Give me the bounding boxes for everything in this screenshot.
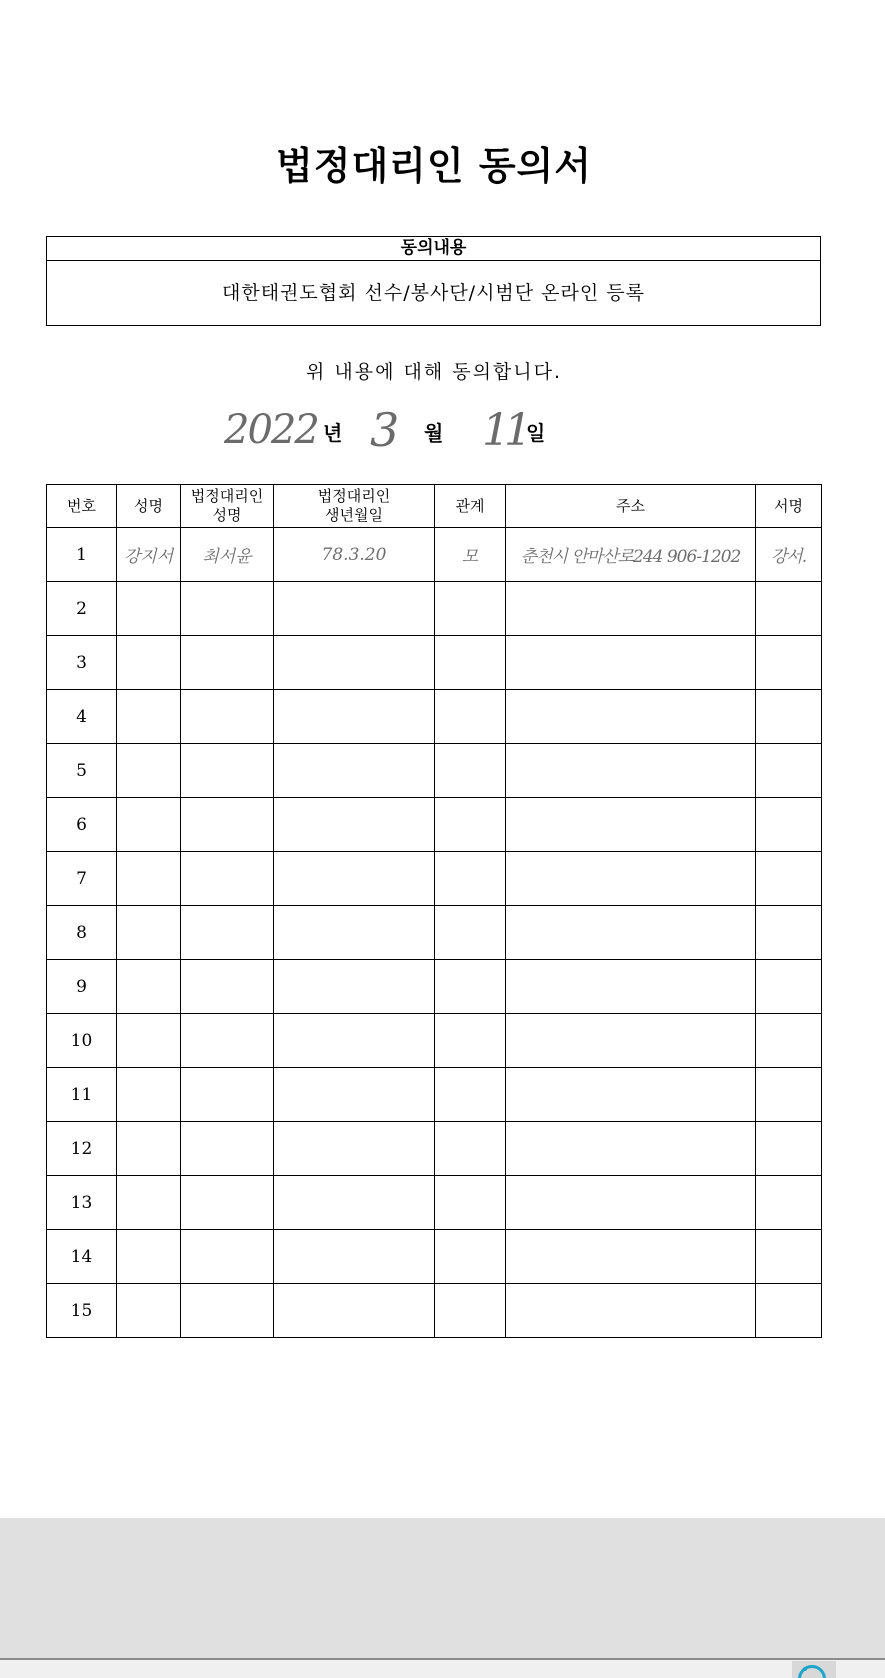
table-row bbox=[47, 636, 822, 690]
cell-signature bbox=[756, 906, 822, 960]
cell-guardian-birth bbox=[274, 852, 435, 906]
cell-no: 3 bbox=[47, 636, 117, 690]
cell-relation bbox=[435, 582, 506, 636]
header-name: 성명 bbox=[117, 485, 181, 528]
cell-relation bbox=[435, 1122, 506, 1176]
cell-no: 1 bbox=[47, 528, 117, 582]
cell-address bbox=[506, 852, 756, 906]
table-row bbox=[47, 744, 822, 798]
cell-guardian-name bbox=[181, 1068, 274, 1122]
cell-name bbox=[117, 582, 181, 636]
cell-guardian-birth bbox=[274, 798, 435, 852]
cell-relation bbox=[435, 744, 506, 798]
table-row bbox=[47, 582, 822, 636]
cell-signature: 강서. bbox=[756, 528, 822, 582]
cell-guardian-name bbox=[181, 960, 274, 1014]
cell-no: 4 bbox=[47, 690, 117, 744]
cell-signature bbox=[756, 1122, 822, 1176]
cell-guardian-birth bbox=[274, 1176, 435, 1230]
info-icon bbox=[798, 1665, 826, 1678]
cell-relation bbox=[435, 636, 506, 690]
cell-address bbox=[506, 744, 756, 798]
cell-address bbox=[506, 1284, 756, 1338]
info-icon-dot bbox=[803, 1667, 807, 1671]
cell-signature bbox=[756, 690, 822, 744]
cell-address bbox=[506, 582, 756, 636]
cell-signature bbox=[756, 798, 822, 852]
cell-signature bbox=[756, 582, 822, 636]
cell-guardian-name bbox=[181, 1176, 274, 1230]
cell-no: 14 bbox=[47, 1230, 117, 1284]
cell-guardian-name bbox=[181, 744, 274, 798]
info-button[interactable] bbox=[792, 1661, 836, 1678]
cell-guardian-birth bbox=[274, 1122, 435, 1176]
registration-table bbox=[46, 484, 822, 1338]
cell-name bbox=[117, 690, 181, 744]
cell-guardian-birth bbox=[274, 636, 435, 690]
cell-name bbox=[117, 1230, 181, 1284]
cell-no: 8 bbox=[47, 906, 117, 960]
header-guardian-name: 법정대리인 성명 bbox=[181, 485, 274, 528]
date-line bbox=[0, 405, 868, 465]
cell-name bbox=[117, 906, 181, 960]
cell-guardian-birth: 78.3.20 bbox=[274, 528, 435, 582]
cell-guardian-name bbox=[181, 636, 274, 690]
table-row bbox=[47, 1068, 822, 1122]
date-day-label: 일 bbox=[526, 421, 546, 445]
cell-relation bbox=[435, 1230, 506, 1284]
table-row bbox=[47, 1122, 822, 1176]
cell-guardian-name bbox=[181, 906, 274, 960]
cell-no: 11 bbox=[47, 1068, 117, 1122]
table-row bbox=[47, 852, 822, 906]
cell-address bbox=[506, 1122, 756, 1176]
cell-signature bbox=[756, 1176, 822, 1230]
cell-relation bbox=[435, 960, 506, 1014]
cell-no: 5 bbox=[47, 744, 117, 798]
table-row bbox=[47, 906, 822, 960]
cell-signature bbox=[756, 1230, 822, 1284]
header-guardian-birth: 법정대리인 생년월일 bbox=[274, 485, 435, 528]
cell-guardian-name bbox=[181, 1122, 274, 1176]
table-row bbox=[47, 960, 822, 1014]
cell-relation: 모 bbox=[435, 528, 506, 582]
date-year-label: 년 bbox=[323, 421, 343, 445]
table-header-row bbox=[47, 485, 822, 528]
cell-name bbox=[117, 852, 181, 906]
consent-box bbox=[46, 236, 821, 326]
cell-no: 13 bbox=[47, 1176, 117, 1230]
cell-name bbox=[117, 1014, 181, 1068]
cell-guardian-name bbox=[181, 1230, 274, 1284]
cell-name bbox=[117, 1122, 181, 1176]
cell-signature bbox=[756, 1284, 822, 1338]
viewer-footer bbox=[0, 1518, 885, 1658]
cell-signature bbox=[756, 852, 822, 906]
cell-signature bbox=[756, 1068, 822, 1122]
viewer-bottom-bar bbox=[0, 1660, 885, 1678]
date-month-handwritten: 3 bbox=[370, 403, 400, 457]
cell-relation bbox=[435, 852, 506, 906]
cell-guardian-name: 최서윤 bbox=[181, 528, 274, 582]
cell-address bbox=[506, 798, 756, 852]
cell-no: 9 bbox=[47, 960, 117, 1014]
table-row bbox=[47, 1176, 822, 1230]
cell-no: 6 bbox=[47, 798, 117, 852]
cell-signature bbox=[756, 744, 822, 798]
header-address: 주소 bbox=[506, 485, 756, 528]
cell-relation bbox=[435, 906, 506, 960]
cell-no: 2 bbox=[47, 582, 117, 636]
cell-address bbox=[506, 1068, 756, 1122]
cell-address: 춘천시 안마산로244 906-1202 bbox=[506, 528, 756, 582]
cell-signature bbox=[756, 960, 822, 1014]
agree-statement: 위 내용에 대해 동의합니다. bbox=[305, 361, 563, 383]
table-row bbox=[47, 528, 822, 582]
cell-guardian-birth bbox=[274, 1014, 435, 1068]
consent-header: 동의내용 bbox=[47, 237, 820, 261]
header-signature: 서명 bbox=[756, 485, 822, 528]
cell-address bbox=[506, 960, 756, 1014]
cell-relation bbox=[435, 1068, 506, 1122]
cell-name bbox=[117, 744, 181, 798]
cell-guardian-birth bbox=[274, 906, 435, 960]
cell-guardian-name bbox=[181, 1284, 274, 1338]
cell-guardian-name bbox=[181, 582, 274, 636]
cell-guardian-birth bbox=[274, 1230, 435, 1284]
header-relation: 관계 bbox=[435, 485, 506, 528]
cell-guardian-name bbox=[181, 852, 274, 906]
document-title: 법정대리인 동의서 bbox=[276, 143, 592, 188]
cell-guardian-birth bbox=[274, 690, 435, 744]
cell-relation bbox=[435, 690, 506, 744]
cell-guardian-name bbox=[181, 798, 274, 852]
cell-guardian-name bbox=[181, 1014, 274, 1068]
cell-name: 강지서 bbox=[117, 528, 181, 582]
cell-address bbox=[506, 690, 756, 744]
table-row bbox=[47, 798, 822, 852]
cell-guardian-birth bbox=[274, 960, 435, 1014]
cell-name bbox=[117, 1068, 181, 1122]
cell-relation bbox=[435, 1014, 506, 1068]
cell-name bbox=[117, 636, 181, 690]
cell-signature bbox=[756, 1014, 822, 1068]
cell-guardian-birth bbox=[274, 744, 435, 798]
table-row bbox=[47, 1230, 822, 1284]
cell-relation bbox=[435, 798, 506, 852]
cell-no: 10 bbox=[47, 1014, 117, 1068]
date-month-label: 월 bbox=[424, 421, 444, 445]
cell-address bbox=[506, 1230, 756, 1284]
cell-name bbox=[117, 1176, 181, 1230]
cell-address bbox=[506, 636, 756, 690]
cell-guardian-birth bbox=[274, 1284, 435, 1338]
cell-no: 15 bbox=[47, 1284, 117, 1338]
table-body bbox=[47, 528, 822, 1338]
cell-name bbox=[117, 798, 181, 852]
cell-address bbox=[506, 1176, 756, 1230]
cell-no: 12 bbox=[47, 1122, 117, 1176]
cell-name bbox=[117, 1284, 181, 1338]
cell-guardian-birth bbox=[274, 582, 435, 636]
cell-relation bbox=[435, 1176, 506, 1230]
cell-relation bbox=[435, 1284, 506, 1338]
header-no: 번호 bbox=[47, 485, 117, 528]
consent-body: 대한태권도협회 선수/봉사단/시범단 온라인 등록 bbox=[221, 282, 645, 304]
table-row bbox=[47, 1284, 822, 1338]
table-row bbox=[47, 690, 822, 744]
date-day-handwritten: 11 bbox=[482, 405, 526, 456]
date-year-handwritten: 2022 bbox=[224, 407, 318, 453]
cell-address bbox=[506, 906, 756, 960]
cell-no: 7 bbox=[47, 852, 117, 906]
cell-guardian-birth bbox=[274, 1068, 435, 1122]
table-row bbox=[47, 1014, 822, 1068]
cell-address bbox=[506, 1014, 756, 1068]
cell-name bbox=[117, 960, 181, 1014]
cell-guardian-name bbox=[181, 690, 274, 744]
cell-signature bbox=[756, 636, 822, 690]
